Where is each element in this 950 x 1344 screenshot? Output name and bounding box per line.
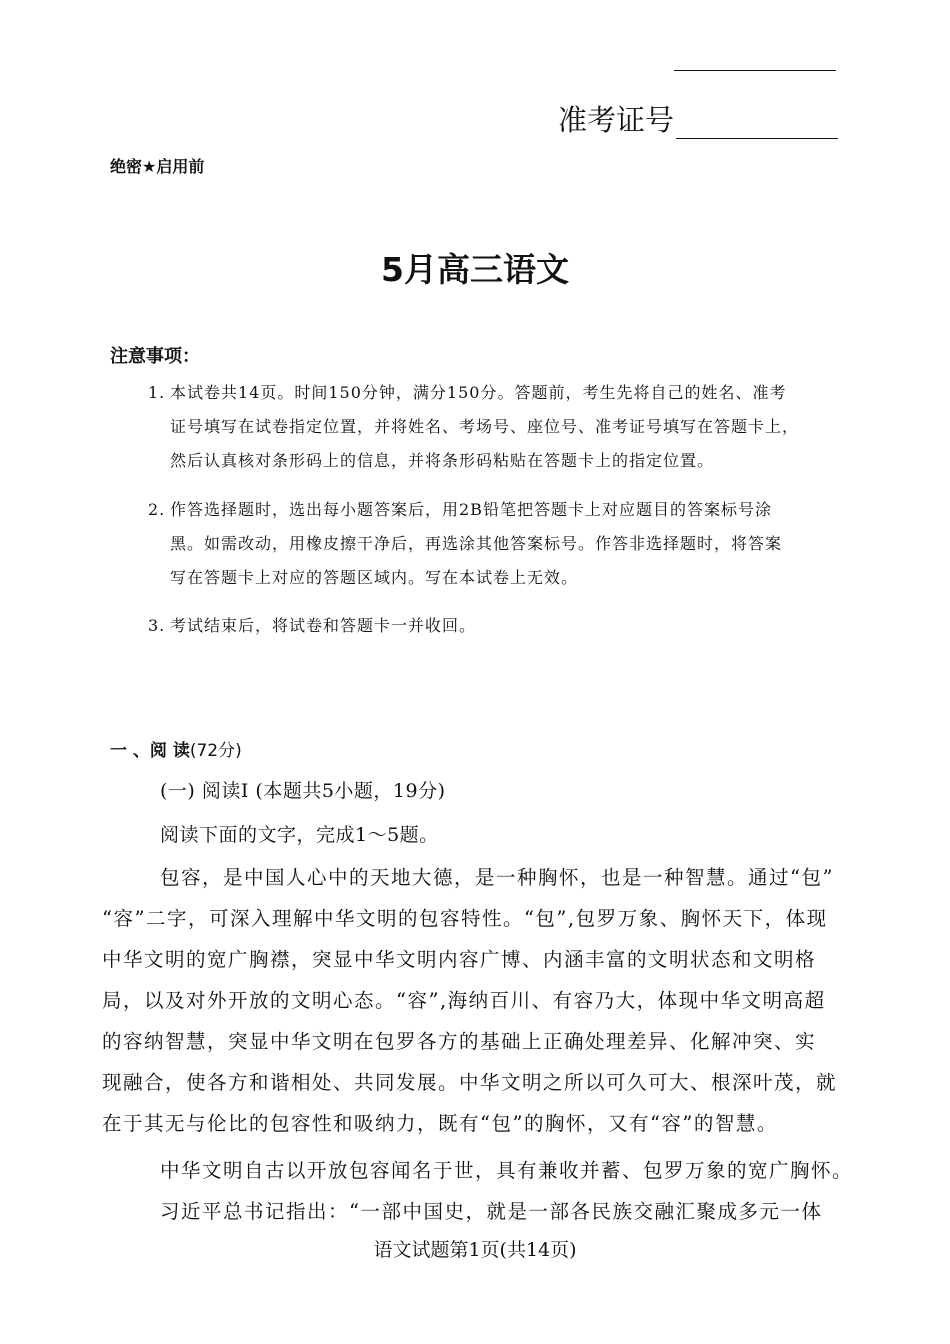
notice-line: 作答选择题时，选出每小题答案后，用2B铅笔把答题卡上对应题目的答案标号涂 (170, 500, 772, 519)
paragraph-line: 现融合，使各方和谐相处、共同发展。中华文明之所以可久可大、根深叶茂，就 (102, 1071, 838, 1094)
notice-line: 证号填写在试卷指定位置，并将姓名、考场号、座位号、准考证号填写在答题卡上， (170, 417, 800, 436)
paragraph-line: 在于其无与伦比的包容性和吸纳力，既有“包”的胸怀，又有“容”的智慧。 (102, 1112, 778, 1135)
notice-line: 写在答题卡上对应的答题区域内。写在本试卷上无效。 (170, 568, 579, 587)
exam-ticket-label: 准考证号 (558, 103, 675, 137)
reading-paragraph-2 (102, 1150, 854, 1232)
notice-heading: 注意事项： (110, 346, 200, 367)
notice-item-1 (148, 376, 848, 478)
paragraph-line: 局，以及对外开放的文明心态。“容”,海纳百川、有容乃大，体现中华文明高超 (102, 989, 826, 1012)
notice-item-number: 1. (148, 383, 166, 402)
top-rule (674, 70, 836, 71)
reading-paragraph-1 (102, 857, 848, 1144)
reading-part-title: (一) 阅读I (本题共5小题，19分) (160, 780, 446, 802)
notice-line: 本试卷共14页。时间150分钟，满分150分。答题前，考生先将自己的姓名、准考 (170, 383, 787, 402)
paragraph-line: “容”二字，可深入理解中华文明的包容特性。“包”,包罗万象、胸怀天下，体现 (102, 907, 828, 930)
notice-item-number: 3. (148, 616, 166, 635)
paragraph-line: 中华文明的宽广胸襟，突显中华文明内容广博、内涵丰富的文明状态和文明格 (102, 948, 817, 971)
exam-ticket-blank (676, 108, 838, 139)
notice-item-number: 2. (148, 500, 166, 519)
reading-instruction: 阅读下面的文字，完成1～5题。 (160, 824, 439, 846)
section-heading (110, 736, 242, 761)
notice-line: 黑。如需改动，用橡皮擦干净后，再选涂其他答案标号。作答非选择题时，将答案 (170, 534, 783, 553)
notice-item-2 (148, 493, 848, 595)
notice-line: 考试结束后，将试卷和答题卡一并收回。 (170, 616, 477, 635)
page-title: 5月高三语文 (381, 250, 569, 289)
paragraph-line: 包容，是中国人心中的天地大德，是一种胸怀，也是一种智慧。通过“包” (160, 866, 834, 889)
paragraph-line: 习近平总书记指出：“一部中国史，就是一部各民族交融汇聚成多元一体 (160, 1200, 823, 1223)
page-footer: 语文试题第1页(共14页) (373, 1239, 577, 1261)
section-number: 一 、 (110, 741, 150, 761)
secret-label: 绝密★启用前 (110, 157, 205, 176)
exam-ticket-field (558, 98, 838, 139)
section-name: 阅 读 (149, 741, 190, 761)
paragraph-line: 的容纳智慧，突显中华文明在包罗各方的基础上正确处理差异、化解冲突、实 (102, 1030, 817, 1053)
notice-line: 然后认真核对条形码上的信息，并将条形码粘贴在答题卡上的指定位置。 (170, 451, 715, 470)
paragraph-line: 中华文明自古以开放包容闻名于世，具有兼收并蓄、包罗万象的宽广胸怀。 (160, 1159, 854, 1182)
section-score: (72分) (189, 741, 242, 761)
notice-item-3 (148, 609, 848, 643)
